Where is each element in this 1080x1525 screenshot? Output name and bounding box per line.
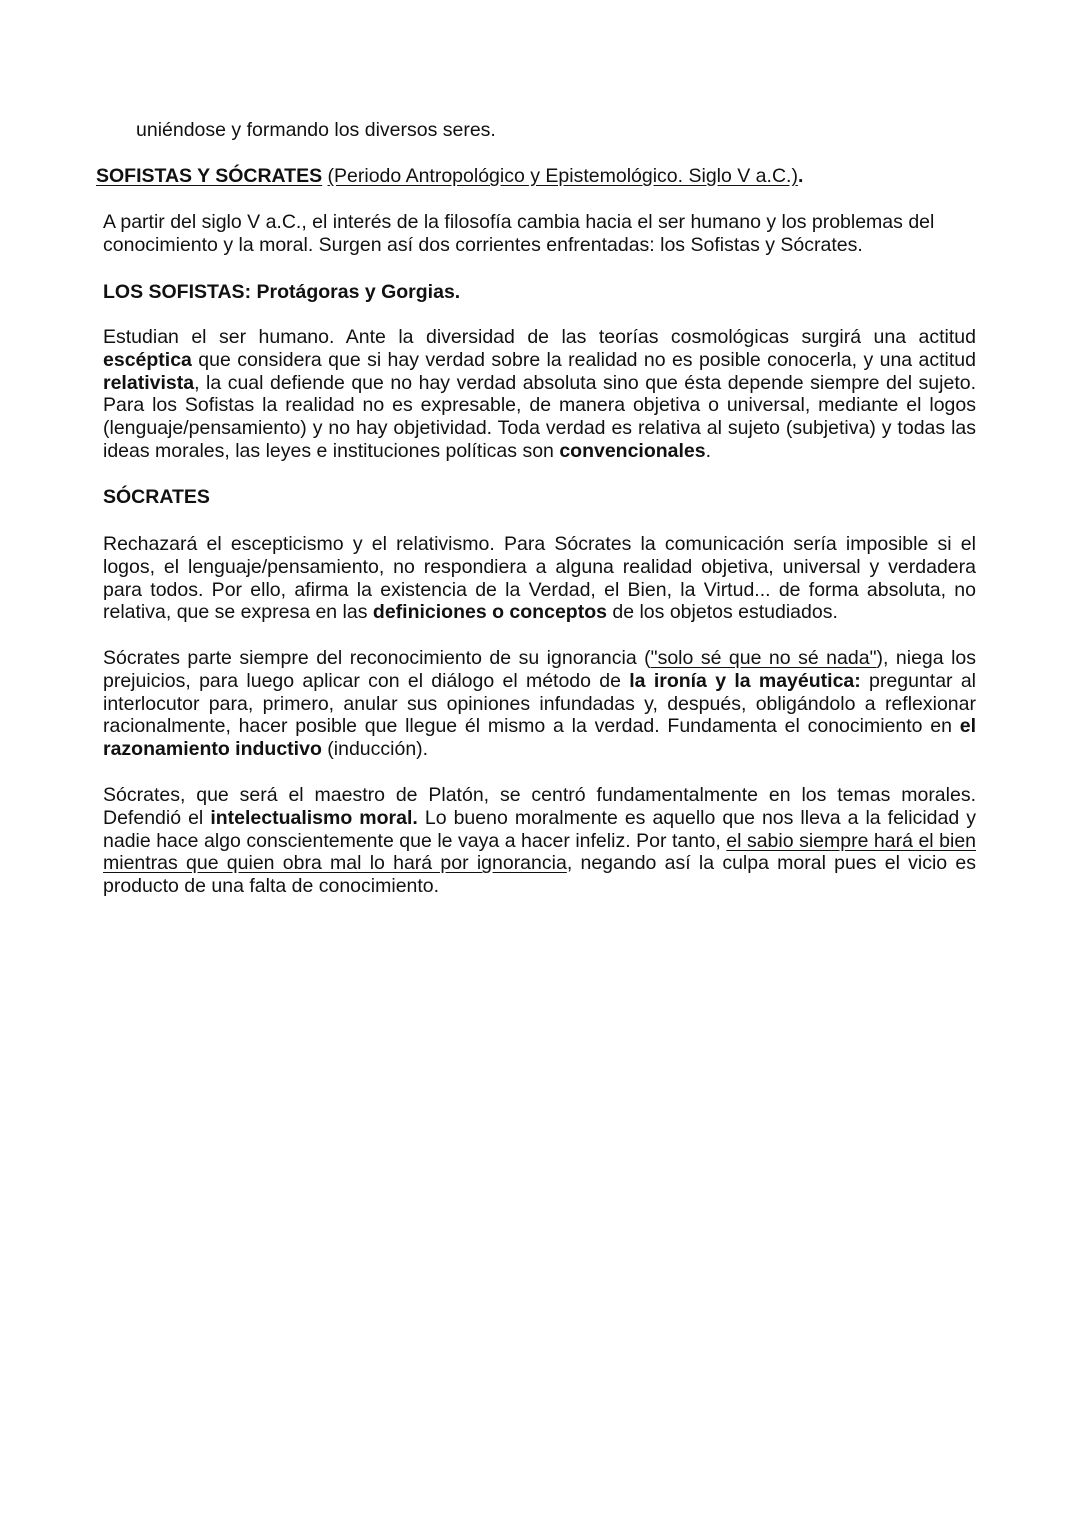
text-run: ), niega los prejuicios, para luego aplicar con el diálogo el método de xyxy=(103,647,977,692)
text-run: preguntar al interlocutor para, primero, anular sus opiniones infundadas y, después, obligándolo a reflexionar racionalmente, hacer posible que llegue él mismo a la verdad. Fundamenta el conocimiento en xyxy=(103,669,976,738)
section-title-main: SOFISTAS Y SÓCRATES xyxy=(96,165,323,187)
bold-term: definiciones o conceptos xyxy=(372,601,607,624)
text-run: Estudian el ser humano. Ante la diversidad de las teorías cosmológicas surgirá una actitud xyxy=(103,326,976,348)
intro-paragraph: A partir del siglo V a.C., el interés de la filosofía cambia hacia el ser humano y los problemas del conocimiento y la moral. Surgen así dos corrientes enfrentadas: los Sofistas y Sócrates. xyxy=(103,211,935,256)
bold-term: el razonamiento inductivo xyxy=(103,715,976,761)
text-run: , negando así la culpa moral pues el vicio es producto de una falta de conocimiento. xyxy=(103,852,976,898)
bold-term: intelectualismo moral. xyxy=(210,806,418,829)
underlined-phrase: el sabio siempre hará el bien mientras que quien obra mal lo hará por ignorancia xyxy=(103,829,977,875)
socrates-paragraph-3 xyxy=(103,784,976,898)
bold-term: relativista xyxy=(103,371,195,394)
section-subtitle: (Periodo Antropológico y Epistemológico. Siglo V a.C.) xyxy=(327,165,798,187)
sofistas-heading: LOS SOFISTAS: Protágoras y Gorgias. xyxy=(103,281,461,303)
text-run: (inducción). xyxy=(321,738,429,761)
bold-term: la ironía y la mayéutica: xyxy=(629,669,861,692)
sofistas-paragraph xyxy=(103,326,976,463)
text-run: de los objetos estudiados. xyxy=(606,601,838,624)
bold-term: convencionales xyxy=(559,439,706,462)
bold-term: escéptica xyxy=(103,348,192,371)
socrates-heading: SÓCRATES xyxy=(103,486,210,508)
text-run: . xyxy=(705,439,712,462)
text-run: , la cual defiende que no hay verdad absoluta sino que ésta depende siempre del sujeto. Para los Sofistas la realidad no es expresable, de manera objetiva o universal, mediante el logos (lenguaje/pensamiento) y no hay objetividad. Toda verdad es relativa al sujeto (subjetiva) y todas las ideas morales, las leyes e instituciones políticas son xyxy=(103,371,976,462)
socrates-paragraph-2 xyxy=(103,647,976,761)
text-run: Sócrates parte siempre del reconocimiento de su ignorancia ( xyxy=(103,647,651,669)
socrates-paragraph-1 xyxy=(103,533,976,624)
text-run: que considera que si hay verdad sobre la realidad no es posible conocerla, y una actitud xyxy=(191,348,976,371)
text-run: Rechazará el escepticismo y el relativismo. Para Sócrates la comunicación sería imposible si el logos, el lenguaje/pensamiento, no respondiera a alguna realidad objetiva, universal y verdadera para todos. Por ello, afirma la existencia de la Verdad, el Bien, la Virtud... de forma absoluta, no relativa, que se expresa en las xyxy=(103,533,976,624)
section-title-end: . xyxy=(797,165,804,187)
text-run: Sócrates, que será el maestro de Platón, se centró fundamentalmente en los temas morales. Defendió el xyxy=(103,784,976,829)
text-run: Lo bueno moralmente es aquello que nos lleva a la felicidad y nadie hace algo conscientemente que le vaya a hacer infeliz. Por tanto, xyxy=(103,806,976,852)
section-title xyxy=(96,165,803,188)
continued-line: uniéndose y formando los diversos seres. xyxy=(136,119,496,141)
underlined-quote: "solo sé que no sé nada" xyxy=(650,647,877,669)
